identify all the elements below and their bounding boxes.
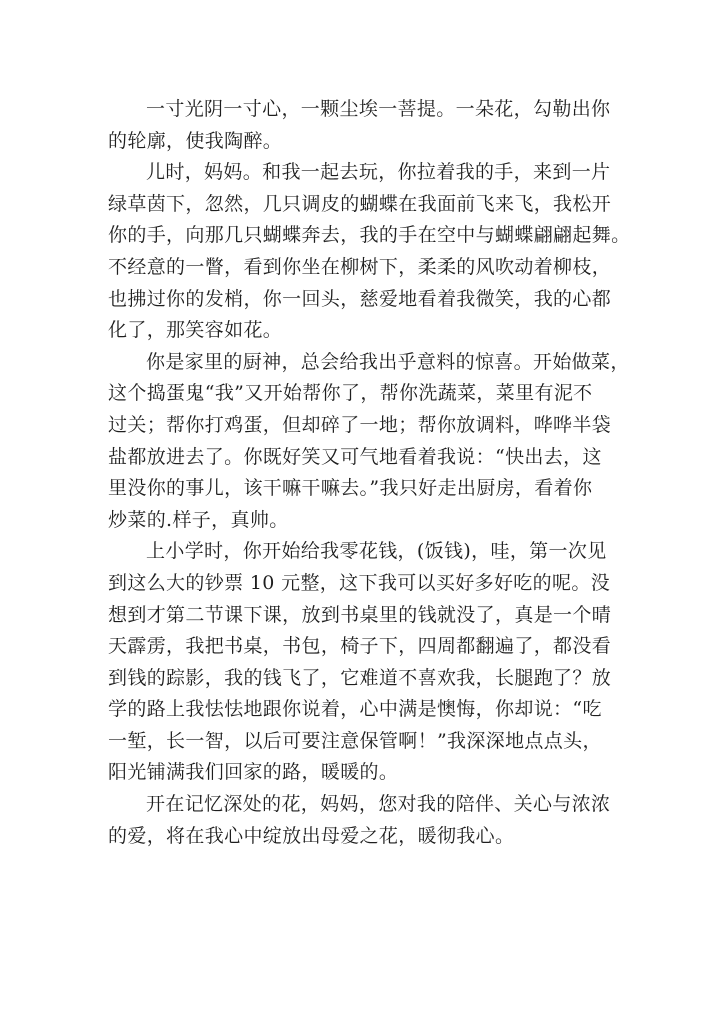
text-line: 也拂过你的发梢，你一回头，慈爱地看着我微笑，我的心都 [108,287,612,310]
text-line: 的轮廓，使我陶醉。 [108,129,283,152]
text-line: 不经意的一瞥，看到你坐在柳树下，柔柔的风吹动着柳枝， [108,255,612,278]
paragraph [108,789,620,852]
text-line: 的爱，将在我心中绽放出母爱之花，暖彻我心。 [108,824,515,847]
text-line: 过关；帮你打鸡蛋，但却碎了一地；帮你放调料，哗哗半袋 [108,413,612,436]
text-line: 化了，那笑容如花。 [108,319,283,342]
text-line: 阳光铺满我们回家的路，暖暖的。 [108,761,399,784]
text-line: 盐都放进去了。你既好笑又可气地看着我说：“快出去，这 [108,445,602,468]
text-line: 炒菜的.样子，真帅。 [108,508,289,531]
text-line: 你是家里的厨神，总会给我出乎意料的惊喜。开始做菜， [146,350,630,373]
text-line: 你的手，向那几只蝴蝶奔去，我的手在空中与蝴蝶翩翩起舞。 [108,224,631,247]
text-line: 天霹雳，我把书桌，书包，椅子下，四周都翻遍了，都没看 [108,635,612,658]
text-line: 开在记忆深处的花，妈妈，您对我的陪伴、关心与浓浓 [146,793,611,816]
text-line: 上小学时，你开始给我零花钱，(饭钱)，哇，第一次见 [146,540,607,563]
text-line: 到钱的踪影，我的钱飞了，它难道不喜欢我，长腿跑了？放 [108,666,612,689]
paragraph [108,94,620,157]
text-line: 想到才第二节课下课，放到书桌里的钱就没了，真是一个晴 [108,603,612,626]
text-line: 绿草茵下，忽然，几只调皮的蝴蝶在我面前飞来飞，我松开 [108,192,612,215]
paragraph [108,536,620,789]
text-line: 到这么大的钞票 10 元整，这下我可以买好多好吃的呢。没 [108,571,611,594]
text-line: 里没你的事儿，该干嘛干嘛去。”我只好走出厨房，看着你 [108,477,593,500]
text-line: 一堑，长一智，以后可要注意保管啊！”我深深地点点头， [108,729,602,752]
text-line: 一寸光阴一寸心，一颗尘埃一菩提。一朵花，勾勒出你 [146,98,611,120]
text-line: 学的路上我怯怯地跟你说着，心中满是懊悔，你却说：“吃 [108,698,602,721]
paragraph [108,157,631,347]
text-line: 儿时，妈妈。和我一起去玩，你拉着我的手，来到一片 [146,161,611,184]
text-line: 这个捣蛋鬼“我”又开始帮你了，帮你洗蔬菜，菜里有泥不 [108,382,593,405]
document-page [108,94,631,852]
paragraph [108,347,630,537]
